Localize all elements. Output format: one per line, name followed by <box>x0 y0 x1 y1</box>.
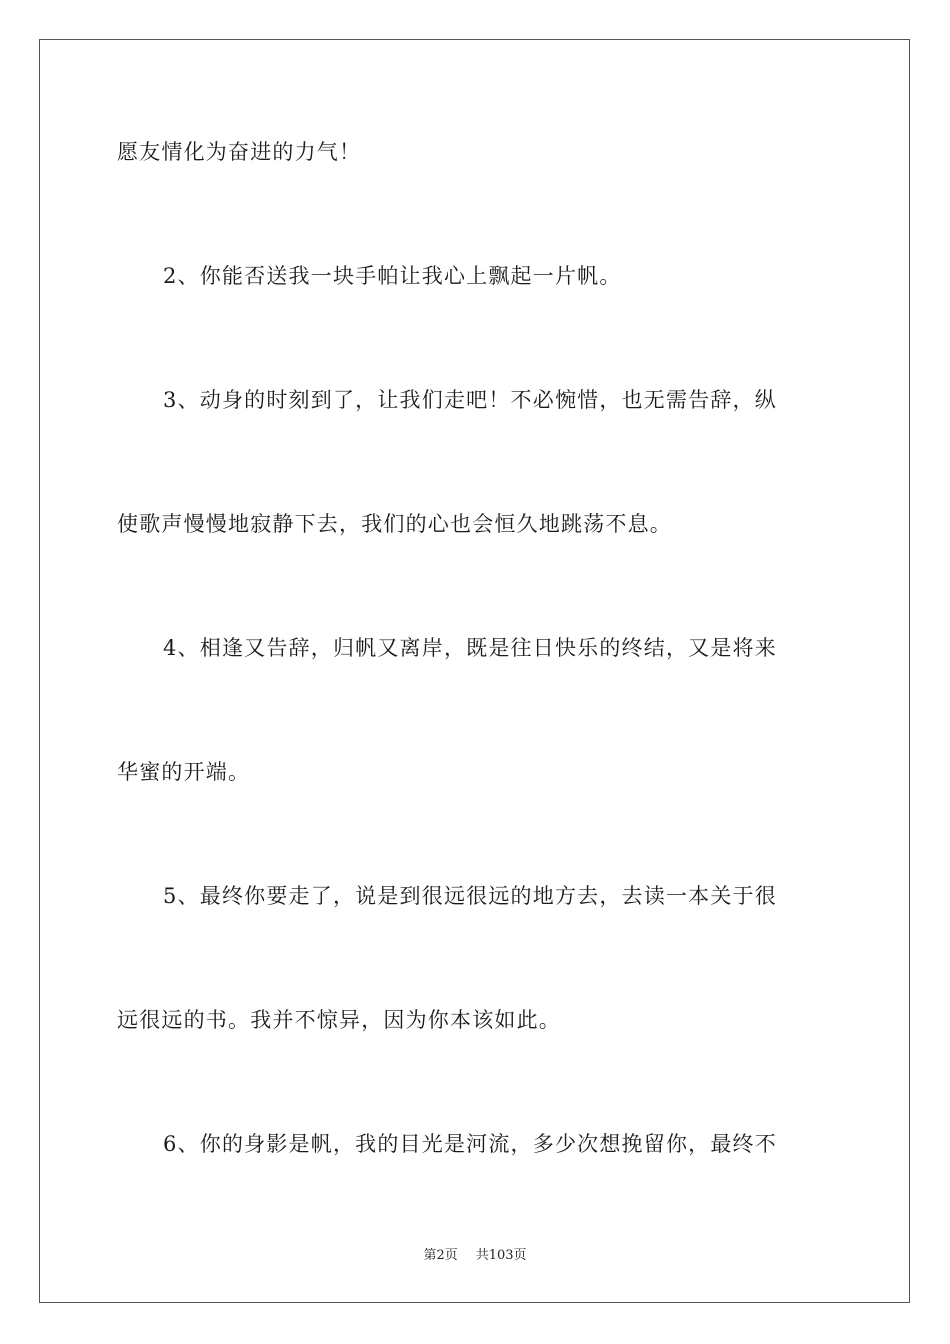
text-line: 2、你能否送我一块手帕让我心上飘起一片帆。 <box>163 264 622 288</box>
page-border <box>39 39 910 1303</box>
text-line: 使歌声慢慢地寂静下去，我们的心也会恒久地跳荡不息。 <box>117 512 672 536</box>
text-line: 5、最终你要走了，说是到很远很远的地方去，去读一本关于很 <box>163 884 777 908</box>
text-line: 远很远的书。我并不惊异，因为你本该如此。 <box>117 1008 561 1032</box>
text-line: 愿友情化为奋进的力气！ <box>117 140 362 164</box>
text-line: 4、相逢又告辞，归帆又离岸，既是往日快乐的终结，又是将来 <box>163 636 777 660</box>
page-footer <box>0 1247 950 1265</box>
text-line: 3、动身的时刻到了，让我们走吧！不必惋惜，也无需告辞，纵 <box>163 388 777 412</box>
text-line: 华蜜的开端。 <box>117 760 251 784</box>
text-line: 6、你的身影是帆，我的目光是河流，多少次想挽留你，最终不 <box>163 1132 777 1156</box>
page-number: 第2页 <box>423 1248 458 1263</box>
page-total: 共103页 <box>475 1248 527 1263</box>
